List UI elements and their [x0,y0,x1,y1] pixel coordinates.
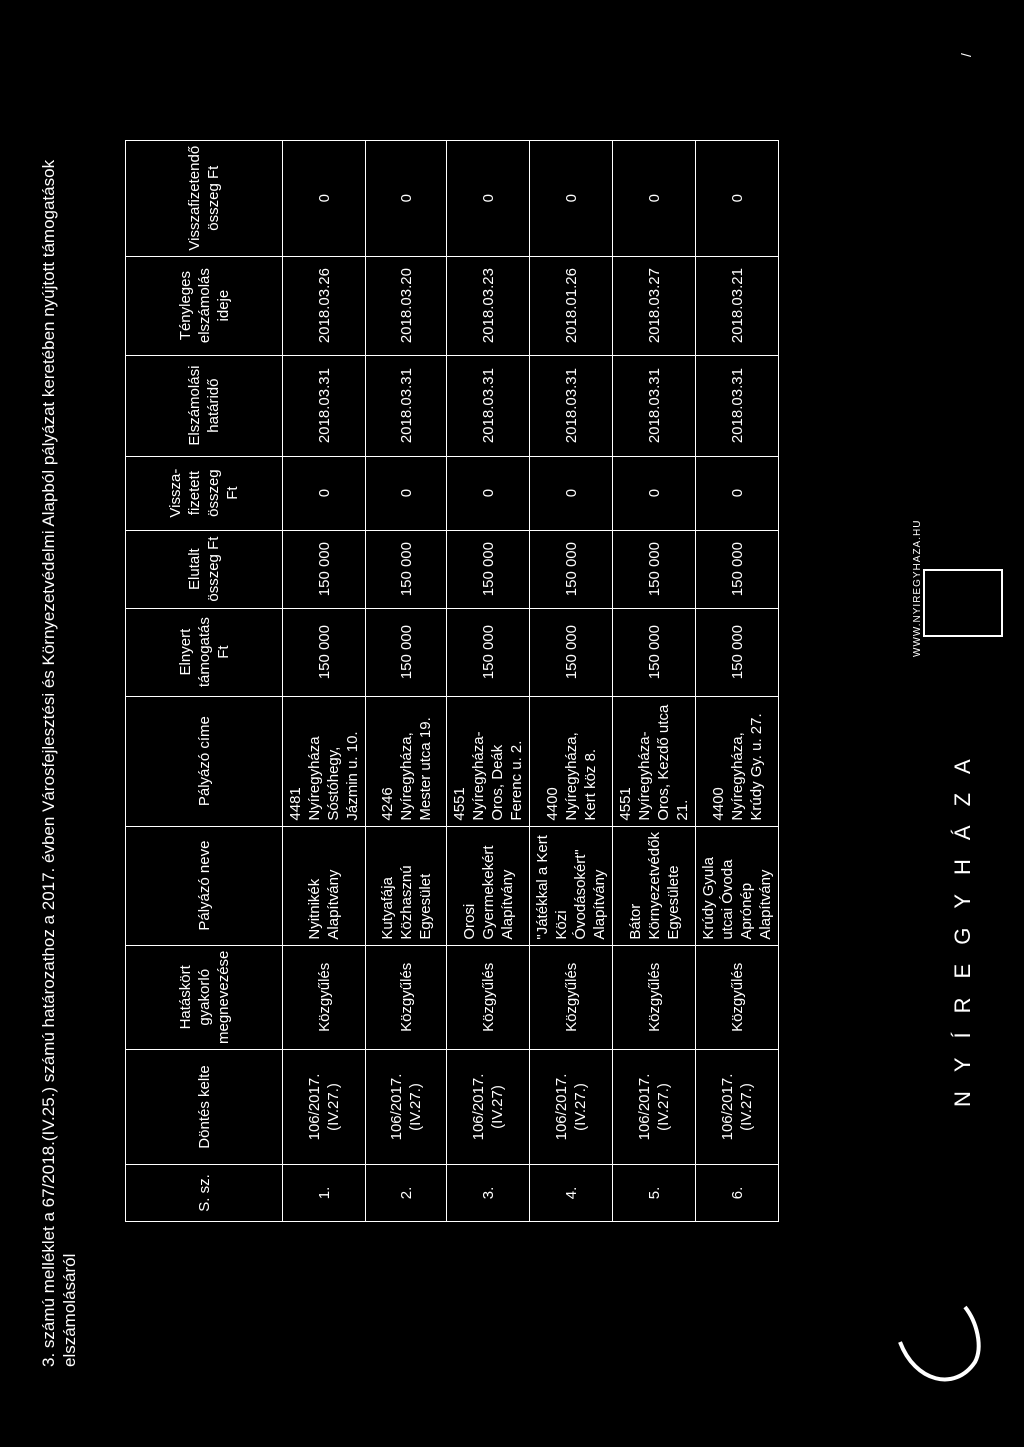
table-cell: 4551 Nyíregyháza-Oros, Kezdő utca 21. [613,696,696,826]
table-cell: 0 [283,140,366,256]
table-cell: 4246 Nyíregyháza, Mester utca 19. [366,696,447,826]
footer-url: WWW.NYIREGYHAZA.HU [912,519,923,657]
table-cell: 0 [447,456,530,530]
table-cell: 106/2017. (IV.27.) [530,1050,613,1165]
table-cell: 150 000 [447,608,530,696]
table-cell: 0 [696,140,779,256]
table-cell: 150 000 [366,530,447,608]
table-cell: 2018.03.27 [613,256,696,355]
table-cell: Krúdy Gyula utcai Óvoda Aprónép Alapítvány [696,826,779,945]
column-header: S. sz. [126,1165,283,1222]
logo-swoosh-icon [895,1302,985,1402]
table-cell: 150 000 [530,530,613,608]
footer-mark: / [958,53,974,57]
table-cell: 2018.03.31 [530,355,613,456]
table-cell: 2018.03.23 [447,256,530,355]
column-header: Elszámolási határidő [126,355,283,456]
table-cell: 2018.03.31 [696,355,779,456]
table-cell: 150 000 [696,608,779,696]
table-cell: 150 000 [613,608,696,696]
table-cell: "Játékkal a Kert Közi Óvodásokért" Alapítvány [530,826,613,945]
table-cell: 106/2017. (IV.27.) [696,1050,779,1165]
table-cell: 2018.03.20 [366,256,447,355]
table-cell: 2018.03.31 [283,355,366,456]
table-row [530,140,613,1221]
column-header: Elutalt összeg Ft [126,530,283,608]
table-cell: 106/2017. (IV.27.) [283,1050,366,1165]
table-cell: 0 [530,456,613,530]
table-cell: 2018.03.31 [447,355,530,456]
table-cell: 0 [696,456,779,530]
table-cell: 2018.01.26 [530,256,613,355]
table-row [283,140,366,1221]
table-row [447,140,530,1221]
table-cell: 2018.03.26 [283,256,366,355]
table-cell: 1. [283,1165,366,1222]
table-cell: Orosi Gyermekekért Alapítvány [447,826,530,945]
table-cell: 4400 Nyíregyháza, Kert köz 8. [530,696,613,826]
header-row [126,140,283,1221]
table-cell: Közgyűlés [613,945,696,1049]
table-cell: 5. [613,1165,696,1222]
table-cell: 106/2017. (IV.27) [447,1050,530,1165]
table-cell: 0 [613,140,696,256]
table-cell: Közgyűlés [530,945,613,1049]
table-row [613,140,696,1221]
table-cell: 6. [696,1165,779,1222]
table-cell: Közgyűlés [366,945,447,1049]
table-cell: 0 [447,140,530,256]
column-header: Pályázó címe [126,696,283,826]
table-cell: 2018.03.31 [613,355,696,456]
table-cell: 0 [366,140,447,256]
column-header: Visszafizetendő összeg Ft [126,140,283,256]
table-cell: Bátor Környezetvédők Egyesülete [613,826,696,945]
table-cell: 0 [530,140,613,256]
table-cell: 2. [366,1165,447,1222]
table-cell: 150 000 [613,530,696,608]
table-cell: Közgyűlés [447,945,530,1049]
table-cell: 2018.03.21 [696,256,779,355]
table-cell: 2018.03.31 [366,355,447,456]
table-cell: 106/2017. (IV.27.) [366,1050,447,1165]
document-title: 3. számú melléklet a 67/2018.(IV.25.) számú határozathoz a 2017. évben Városfejlesztési és Környezetvédelmi Alapból pályázat keretében nyújtott támogatások elszámolásáról [39,159,79,1367]
table-cell: 150 000 [283,530,366,608]
support-table [125,140,779,1222]
table-cell: 150 000 [530,608,613,696]
footer-city-name: NYÍREGYHÁZA [950,740,975,1107]
table-cell: 150 000 [366,608,447,696]
table-row [366,140,447,1221]
table-cell: 150 000 [696,530,779,608]
table-cell: 0 [366,456,447,530]
table-cell: 4400 Nyíregyháza, Krúdy Gy. u. 27. [696,696,779,826]
table-cell: 150 000 [283,608,366,696]
table-cell: Nyitnikék Alapítvány [283,826,366,945]
column-header: Tényleges elszámolás ideje [126,256,283,355]
table-cell: Kutyafája Közhasznú Egyesület [366,826,447,945]
table-row [696,140,779,1221]
table-cell: 3. [447,1165,530,1222]
table-cell: 4. [530,1165,613,1222]
column-header: Döntés kelte [126,1050,283,1165]
column-header: Pályázó neve [126,826,283,945]
column-header: Hatáskört gyakorló megnevezése [126,945,283,1049]
table-body [283,140,779,1221]
table-cell: 0 [613,456,696,530]
table-cell: 106/2017. (IV.27.) [613,1050,696,1165]
table-cell: 4481 Nyíregyháza Sóstóhegy, Jázmin u. 10. [283,696,366,826]
city-logo-frame [923,569,1003,637]
table-cell: 0 [283,456,366,530]
column-header: Vissza-fizetett összeg Ft [126,456,283,530]
column-header: Elnyert támogatás Ft [126,608,283,696]
table-cell: Közgyűlés [283,945,366,1049]
table-cell: 4551 Nyíregyháza-Oros, Deák Ferenc u. 2. [447,696,530,826]
table-cell: Közgyűlés [696,945,779,1049]
table-cell: 150 000 [447,530,530,608]
